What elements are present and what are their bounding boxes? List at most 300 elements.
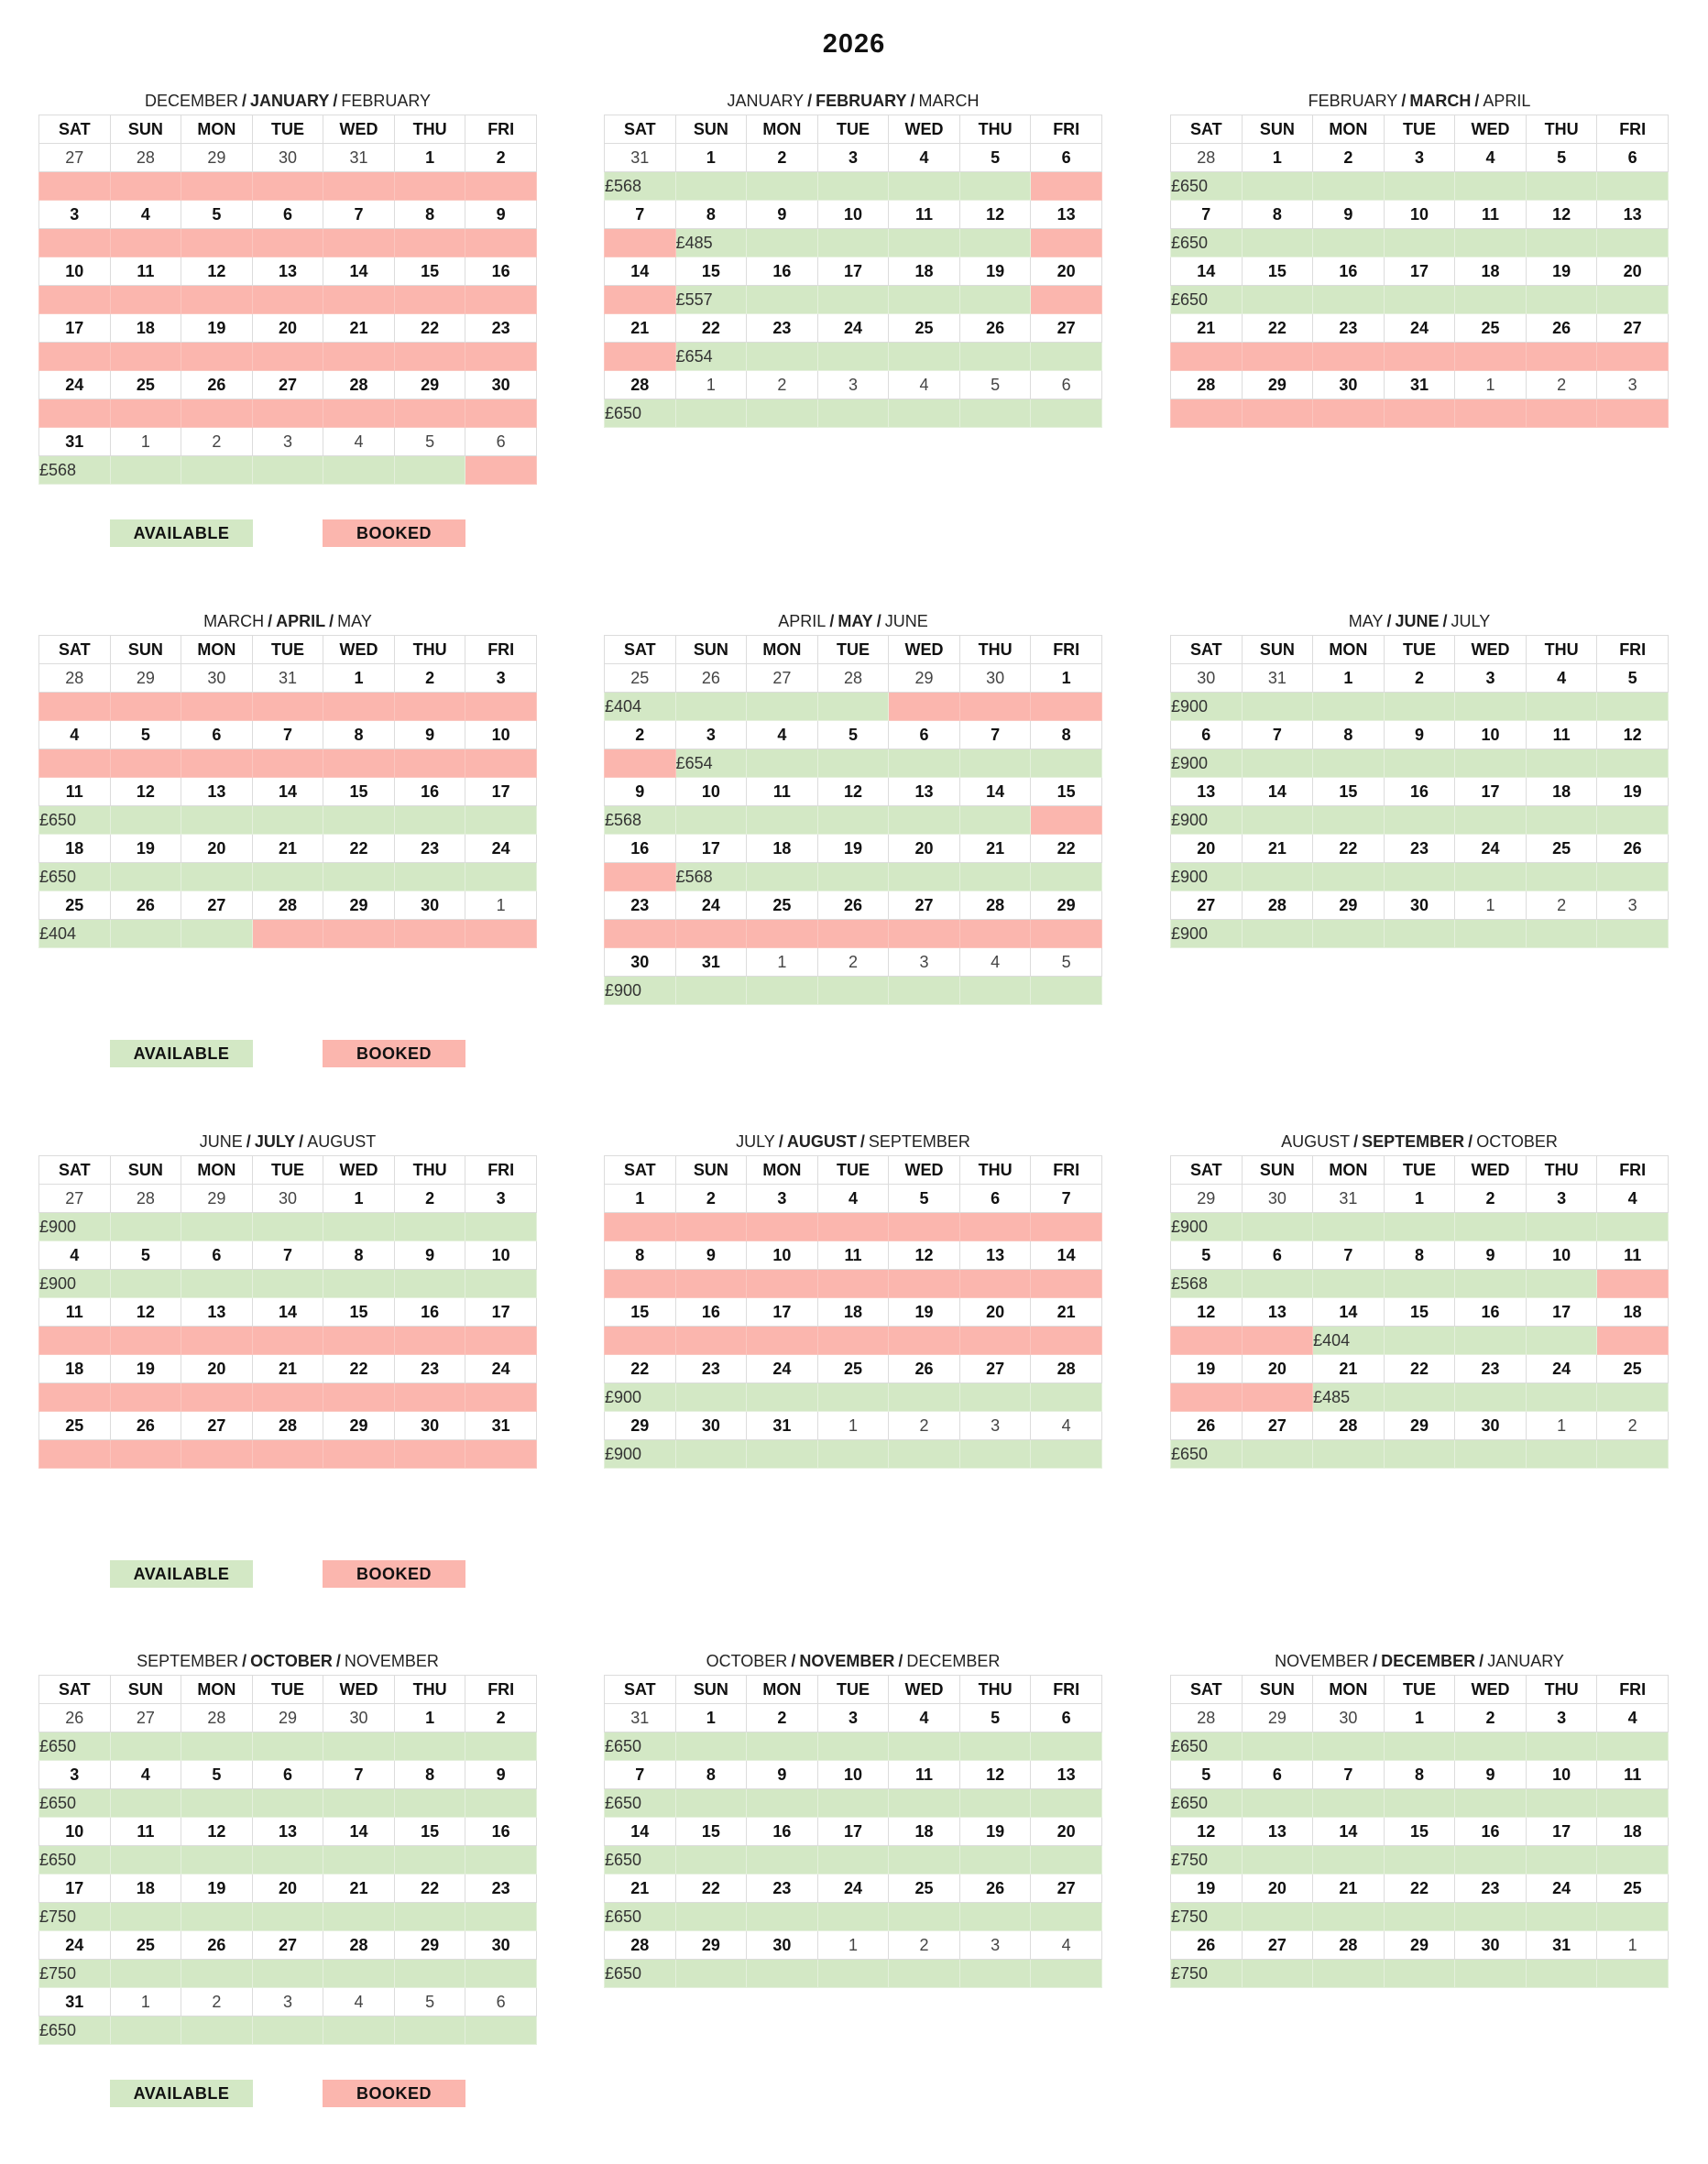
available-cell[interactable] — [889, 1440, 960, 1469]
day-cell[interactable]: 25 — [1455, 314, 1527, 343]
day-cell[interactable]: 30 — [181, 664, 253, 693]
day-cell[interactable]: 10 — [817, 201, 889, 229]
day-cell[interactable]: 5 — [1031, 948, 1102, 977]
day-cell[interactable]: 3 — [817, 371, 889, 399]
available-cell[interactable] — [1455, 1383, 1527, 1412]
day-cell[interactable]: 1 — [323, 664, 395, 693]
day-cell[interactable]: 28 — [252, 1412, 323, 1440]
day-cell[interactable]: 30 — [394, 1412, 465, 1440]
day-cell[interactable]: 1 — [747, 948, 818, 977]
day-cell[interactable]: 16 — [465, 1818, 537, 1846]
available-cell[interactable] — [817, 1383, 889, 1412]
day-cell[interactable]: 6 — [181, 1241, 253, 1270]
available-cell[interactable] — [1455, 749, 1527, 778]
available-cell[interactable] — [1455, 1846, 1527, 1874]
day-cell[interactable]: 5 — [181, 1761, 253, 1789]
day-cell[interactable]: 9 — [747, 1761, 818, 1789]
available-cell[interactable] — [817, 863, 889, 891]
day-cell[interactable]: 2 — [181, 428, 253, 456]
available-cell[interactable] — [465, 1789, 537, 1818]
day-cell[interactable]: 21 — [1171, 314, 1243, 343]
day-cell[interactable]: 26 — [959, 1874, 1031, 1903]
price-label[interactable]: £900 — [605, 1440, 676, 1469]
day-cell[interactable]: 2 — [747, 144, 818, 172]
available-cell[interactable] — [1597, 1960, 1669, 1988]
available-cell[interactable] — [110, 1732, 181, 1761]
day-cell[interactable]: 19 — [181, 314, 253, 343]
day-cell[interactable]: 22 — [1384, 1874, 1455, 1903]
day-cell[interactable]: 22 — [1031, 835, 1102, 863]
day-cell[interactable]: 12 — [1171, 1298, 1243, 1327]
day-cell[interactable]: 7 — [1313, 1241, 1385, 1270]
day-cell[interactable]: 15 — [605, 1298, 676, 1327]
day-cell[interactable]: 18 — [110, 314, 181, 343]
day-cell[interactable]: 12 — [1597, 721, 1669, 749]
available-cell[interactable] — [323, 456, 395, 485]
day-cell[interactable]: 15 — [323, 778, 395, 806]
day-cell[interactable]: 11 — [889, 1761, 960, 1789]
available-cell[interactable] — [675, 1903, 747, 1931]
day-cell[interactable]: 10 — [747, 1241, 818, 1270]
available-cell[interactable] — [747, 1732, 818, 1761]
available-cell[interactable] — [181, 2016, 253, 2045]
day-cell[interactable]: 13 — [252, 257, 323, 286]
day-cell[interactable]: 13 — [252, 1818, 323, 1846]
available-cell[interactable] — [747, 1789, 818, 1818]
day-cell[interactable]: 17 — [817, 257, 889, 286]
price-label[interactable]: £900 — [1171, 1213, 1243, 1241]
day-cell[interactable]: 18 — [110, 1874, 181, 1903]
available-cell[interactable] — [817, 1903, 889, 1931]
day-cell[interactable]: 17 — [1526, 1818, 1597, 1846]
day-cell[interactable]: 26 — [110, 891, 181, 920]
day-cell[interactable]: 7 — [1242, 721, 1313, 749]
day-cell[interactable]: 15 — [1384, 1818, 1455, 1846]
day-cell[interactable]: 13 — [959, 1241, 1031, 1270]
day-cell[interactable]: 28 — [1313, 1931, 1385, 1960]
available-cell[interactable] — [323, 1789, 395, 1818]
day-cell[interactable]: 27 — [959, 1355, 1031, 1383]
day-cell[interactable]: 1 — [394, 1704, 465, 1732]
available-cell[interactable] — [252, 1213, 323, 1241]
day-cell[interactable]: 23 — [747, 314, 818, 343]
available-cell[interactable] — [394, 1732, 465, 1761]
price-label[interactable]: £650 — [1171, 286, 1243, 314]
available-cell[interactable] — [394, 863, 465, 891]
day-cell[interactable]: 18 — [889, 257, 960, 286]
available-cell[interactable] — [252, 1789, 323, 1818]
day-cell[interactable]: 30 — [1171, 664, 1243, 693]
day-cell[interactable]: 1 — [817, 1412, 889, 1440]
day-cell[interactable]: 28 — [1242, 891, 1313, 920]
available-cell[interactable] — [323, 863, 395, 891]
day-cell[interactable]: 1 — [465, 891, 537, 920]
available-cell[interactable] — [817, 977, 889, 1005]
day-cell[interactable]: 10 — [39, 1818, 111, 1846]
available-cell[interactable] — [817, 693, 889, 721]
available-cell[interactable] — [889, 172, 960, 201]
day-cell[interactable]: 3 — [1384, 144, 1455, 172]
day-cell[interactable]: 23 — [675, 1355, 747, 1383]
available-cell[interactable] — [1455, 286, 1527, 314]
available-cell[interactable] — [675, 1960, 747, 1988]
available-cell[interactable] — [465, 1903, 537, 1931]
day-cell[interactable]: 16 — [605, 835, 676, 863]
available-cell[interactable] — [959, 399, 1031, 428]
day-cell[interactable]: 21 — [959, 835, 1031, 863]
available-cell[interactable] — [110, 1846, 181, 1874]
day-cell[interactable]: 27 — [1597, 314, 1669, 343]
day-cell[interactable]: 5 — [889, 1185, 960, 1213]
available-cell[interactable] — [1242, 1270, 1313, 1298]
available-cell[interactable] — [1031, 1903, 1102, 1931]
price-label[interactable]: £900 — [1171, 749, 1243, 778]
available-cell[interactable] — [675, 1846, 747, 1874]
day-cell[interactable]: 2 — [817, 948, 889, 977]
day-cell[interactable]: 30 — [605, 948, 676, 977]
day-cell[interactable]: 13 — [1242, 1298, 1313, 1327]
available-cell[interactable] — [817, 1440, 889, 1469]
day-cell[interactable]: 3 — [817, 1704, 889, 1732]
day-cell[interactable]: 28 — [252, 891, 323, 920]
day-cell[interactable]: 27 — [1242, 1412, 1313, 1440]
day-cell[interactable]: 23 — [1313, 314, 1385, 343]
day-cell[interactable]: 30 — [394, 891, 465, 920]
available-cell[interactable] — [394, 1903, 465, 1931]
available-cell[interactable] — [1384, 1732, 1455, 1761]
day-cell[interactable]: 26 — [959, 314, 1031, 343]
price-label[interactable]: £650 — [605, 1960, 676, 1988]
day-cell[interactable]: 22 — [1384, 1355, 1455, 1383]
available-cell[interactable] — [675, 172, 747, 201]
available-cell[interactable] — [110, 456, 181, 485]
day-cell[interactable]: 6 — [181, 721, 253, 749]
available-cell[interactable] — [1384, 172, 1455, 201]
day-cell[interactable]: 31 — [605, 1704, 676, 1732]
available-cell[interactable] — [323, 806, 395, 835]
available-cell[interactable] — [1384, 1903, 1455, 1931]
day-cell[interactable]: 12 — [1171, 1818, 1243, 1846]
day-cell[interactable]: 2 — [1455, 1185, 1527, 1213]
day-cell[interactable]: 18 — [817, 1298, 889, 1327]
day-cell[interactable]: 3 — [1597, 371, 1669, 399]
available-cell[interactable] — [323, 1213, 395, 1241]
available-cell[interactable] — [959, 1440, 1031, 1469]
available-cell[interactable] — [252, 1846, 323, 1874]
day-cell[interactable]: 25 — [889, 1874, 960, 1903]
available-cell[interactable] — [1242, 806, 1313, 835]
day-cell[interactable]: 15 — [1384, 1298, 1455, 1327]
available-cell[interactable] — [1455, 1327, 1527, 1355]
day-cell[interactable]: 5 — [181, 201, 253, 229]
available-cell[interactable] — [181, 806, 253, 835]
day-cell[interactable]: 10 — [1384, 201, 1455, 229]
available-cell[interactable] — [1597, 1383, 1669, 1412]
day-cell[interactable]: 9 — [1455, 1241, 1527, 1270]
day-cell[interactable]: 30 — [252, 1185, 323, 1213]
price-label[interactable]: £568 — [605, 806, 676, 835]
day-cell[interactable]: 16 — [747, 1818, 818, 1846]
day-cell[interactable]: 14 — [323, 257, 395, 286]
available-cell[interactable] — [1031, 1383, 1102, 1412]
day-cell[interactable]: 23 — [1455, 1355, 1527, 1383]
day-cell[interactable]: 2 — [1526, 371, 1597, 399]
available-cell[interactable] — [747, 343, 818, 371]
available-cell[interactable] — [323, 1960, 395, 1988]
price-label[interactable]: £404 — [39, 920, 111, 948]
available-cell[interactable] — [747, 1383, 818, 1412]
available-cell[interactable] — [110, 2016, 181, 2045]
price-label[interactable]: £900 — [1171, 863, 1243, 891]
available-cell[interactable] — [889, 863, 960, 891]
day-cell[interactable]: 10 — [817, 1761, 889, 1789]
day-cell[interactable]: 14 — [1031, 1241, 1102, 1270]
available-cell[interactable] — [394, 1960, 465, 1988]
available-cell[interactable] — [394, 1789, 465, 1818]
available-cell[interactable] — [675, 977, 747, 1005]
available-cell[interactable] — [1313, 1903, 1385, 1931]
available-cell[interactable] — [1031, 399, 1102, 428]
available-cell[interactable] — [817, 1960, 889, 1988]
day-cell[interactable]: 5 — [1171, 1761, 1243, 1789]
available-cell[interactable] — [1313, 286, 1385, 314]
day-cell[interactable]: 29 — [110, 664, 181, 693]
available-cell[interactable] — [1526, 1383, 1597, 1412]
available-cell[interactable] — [323, 2016, 395, 2045]
day-cell[interactable]: 17 — [1455, 778, 1527, 806]
day-cell[interactable]: 24 — [675, 891, 747, 920]
day-cell[interactable]: 17 — [39, 1874, 111, 1903]
available-cell[interactable] — [817, 229, 889, 257]
day-cell[interactable]: 1 — [1384, 1704, 1455, 1732]
available-cell[interactable] — [1526, 1846, 1597, 1874]
available-cell[interactable] — [1597, 229, 1669, 257]
day-cell[interactable]: 26 — [675, 664, 747, 693]
available-cell[interactable] — [110, 1960, 181, 1988]
day-cell[interactable]: 9 — [465, 1761, 537, 1789]
day-cell[interactable]: 18 — [39, 1355, 111, 1383]
day-cell[interactable]: 31 — [39, 428, 111, 456]
day-cell[interactable]: 1 — [605, 1185, 676, 1213]
available-cell[interactable] — [323, 1903, 395, 1931]
day-cell[interactable]: 14 — [1313, 1818, 1385, 1846]
day-cell[interactable]: 28 — [1313, 1412, 1385, 1440]
day-cell[interactable]: 4 — [889, 371, 960, 399]
day-cell[interactable]: 4 — [323, 1988, 395, 2016]
day-cell[interactable]: 5 — [959, 1704, 1031, 1732]
day-cell[interactable]: 1 — [1526, 1412, 1597, 1440]
available-cell[interactable] — [1313, 1789, 1385, 1818]
available-cell[interactable] — [747, 229, 818, 257]
day-cell[interactable]: 1 — [675, 371, 747, 399]
available-cell[interactable] — [1455, 693, 1527, 721]
available-cell[interactable] — [1597, 1732, 1669, 1761]
day-cell[interactable]: 9 — [465, 201, 537, 229]
day-cell[interactable]: 14 — [1171, 257, 1243, 286]
day-cell[interactable]: 2 — [1526, 891, 1597, 920]
day-cell[interactable]: 24 — [817, 1874, 889, 1903]
day-cell[interactable]: 7 — [1313, 1761, 1385, 1789]
price-label[interactable]: £485 — [1313, 1383, 1385, 1412]
available-cell[interactable] — [1384, 1327, 1455, 1355]
day-cell[interactable]: 9 — [605, 778, 676, 806]
day-cell[interactable]: 22 — [1242, 314, 1313, 343]
price-label[interactable]: £650 — [605, 1732, 676, 1761]
day-cell[interactable]: 12 — [959, 1761, 1031, 1789]
day-cell[interactable]: 17 — [465, 1298, 537, 1327]
day-cell[interactable]: 4 — [817, 1185, 889, 1213]
price-label[interactable]: £900 — [1171, 693, 1243, 721]
available-cell[interactable] — [1455, 1789, 1527, 1818]
available-cell[interactable] — [959, 806, 1031, 835]
price-label[interactable]: £900 — [1171, 920, 1243, 948]
available-cell[interactable] — [110, 806, 181, 835]
day-cell[interactable]: 2 — [747, 1704, 818, 1732]
day-cell[interactable]: 2 — [1597, 1412, 1669, 1440]
day-cell[interactable]: 29 — [181, 144, 253, 172]
available-cell[interactable] — [1597, 172, 1669, 201]
day-cell[interactable]: 2 — [1455, 1704, 1527, 1732]
price-label[interactable]: £654 — [675, 343, 747, 371]
day-cell[interactable]: 4 — [1455, 144, 1527, 172]
day-cell[interactable]: 28 — [817, 664, 889, 693]
day-cell[interactable]: 13 — [1597, 201, 1669, 229]
day-cell[interactable]: 31 — [605, 144, 676, 172]
day-cell[interactable]: 20 — [889, 835, 960, 863]
available-cell[interactable] — [181, 863, 253, 891]
available-cell[interactable] — [747, 399, 818, 428]
day-cell[interactable]: 5 — [817, 721, 889, 749]
day-cell[interactable]: 8 — [675, 1761, 747, 1789]
price-label[interactable]: £650 — [39, 2016, 111, 2045]
available-cell[interactable] — [1031, 343, 1102, 371]
day-cell[interactable]: 21 — [605, 314, 676, 343]
day-cell[interactable]: 28 — [605, 371, 676, 399]
available-cell[interactable] — [181, 920, 253, 948]
price-label[interactable]: £650 — [39, 1732, 111, 1761]
day-cell[interactable]: 7 — [252, 1241, 323, 1270]
day-cell[interactable]: 16 — [1313, 257, 1385, 286]
day-cell[interactable]: 1 — [817, 1931, 889, 1960]
day-cell[interactable]: 30 — [465, 1931, 537, 1960]
available-cell[interactable] — [1242, 749, 1313, 778]
day-cell[interactable]: 28 — [605, 1931, 676, 1960]
day-cell[interactable]: 15 — [1031, 778, 1102, 806]
day-cell[interactable]: 2 — [465, 144, 537, 172]
day-cell[interactable]: 24 — [465, 1355, 537, 1383]
day-cell[interactable]: 18 — [1455, 257, 1527, 286]
day-cell[interactable]: 20 — [959, 1298, 1031, 1327]
available-cell[interactable] — [1242, 1846, 1313, 1874]
day-cell[interactable]: 19 — [1526, 257, 1597, 286]
day-cell[interactable]: 24 — [1455, 835, 1527, 863]
day-cell[interactable]: 27 — [747, 664, 818, 693]
day-cell[interactable]: 4 — [1031, 1412, 1102, 1440]
day-cell[interactable]: 27 — [1242, 1931, 1313, 1960]
day-cell[interactable]: 14 — [1242, 778, 1313, 806]
day-cell[interactable]: 14 — [252, 778, 323, 806]
day-cell[interactable]: 2 — [605, 721, 676, 749]
day-cell[interactable]: 9 — [675, 1241, 747, 1270]
day-cell[interactable]: 19 — [1171, 1355, 1243, 1383]
available-cell[interactable] — [747, 172, 818, 201]
day-cell[interactable]: 3 — [252, 1988, 323, 2016]
price-label[interactable]: £654 — [675, 749, 747, 778]
day-cell[interactable]: 18 — [1597, 1298, 1669, 1327]
available-cell[interactable] — [181, 1213, 253, 1241]
day-cell[interactable]: 28 — [110, 144, 181, 172]
available-cell[interactable] — [1455, 1732, 1527, 1761]
day-cell[interactable]: 21 — [1313, 1355, 1385, 1383]
day-cell[interactable]: 27 — [39, 144, 111, 172]
day-cell[interactable]: 22 — [394, 1874, 465, 1903]
day-cell[interactable]: 26 — [1526, 314, 1597, 343]
day-cell[interactable]: 31 — [747, 1412, 818, 1440]
available-cell[interactable] — [889, 1789, 960, 1818]
available-cell[interactable] — [110, 920, 181, 948]
available-cell[interactable] — [747, 1903, 818, 1931]
day-cell[interactable]: 24 — [817, 314, 889, 343]
day-cell[interactable]: 11 — [1597, 1761, 1669, 1789]
day-cell[interactable]: 5 — [1171, 1241, 1243, 1270]
day-cell[interactable]: 5 — [1526, 144, 1597, 172]
day-cell[interactable]: 3 — [1455, 664, 1527, 693]
day-cell[interactable]: 11 — [1597, 1241, 1669, 1270]
day-cell[interactable]: 1 — [110, 1988, 181, 2016]
day-cell[interactable]: 9 — [1384, 721, 1455, 749]
day-cell[interactable]: 4 — [323, 428, 395, 456]
available-cell[interactable] — [1242, 229, 1313, 257]
price-label[interactable]: £650 — [605, 1789, 676, 1818]
day-cell[interactable]: 31 — [323, 144, 395, 172]
day-cell[interactable]: 18 — [747, 835, 818, 863]
day-cell[interactable]: 20 — [1031, 257, 1102, 286]
available-cell[interactable] — [1313, 806, 1385, 835]
available-cell[interactable] — [959, 172, 1031, 201]
day-cell[interactable]: 15 — [323, 1298, 395, 1327]
available-cell[interactable] — [675, 1383, 747, 1412]
day-cell[interactable]: 26 — [1597, 835, 1669, 863]
day-cell[interactable]: 29 — [605, 1412, 676, 1440]
day-cell[interactable]: 29 — [1384, 1412, 1455, 1440]
day-cell[interactable]: 24 — [465, 835, 537, 863]
day-cell[interactable]: 16 — [465, 257, 537, 286]
available-cell[interactable] — [1597, 806, 1669, 835]
available-cell[interactable] — [323, 1846, 395, 1874]
available-cell[interactable] — [465, 1732, 537, 1761]
day-cell[interactable]: 8 — [394, 1761, 465, 1789]
available-cell[interactable] — [1031, 1846, 1102, 1874]
available-cell[interactable] — [110, 1213, 181, 1241]
day-cell[interactable]: 7 — [323, 201, 395, 229]
price-label[interactable]: £485 — [675, 229, 747, 257]
available-cell[interactable] — [747, 749, 818, 778]
day-cell[interactable]: 11 — [747, 778, 818, 806]
day-cell[interactable]: 9 — [1313, 201, 1385, 229]
day-cell[interactable]: 22 — [1313, 835, 1385, 863]
day-cell[interactable]: 1 — [675, 144, 747, 172]
available-cell[interactable] — [959, 229, 1031, 257]
available-cell[interactable] — [1597, 1789, 1669, 1818]
day-cell[interactable]: 8 — [675, 201, 747, 229]
available-cell[interactable] — [747, 863, 818, 891]
available-cell[interactable] — [1597, 920, 1669, 948]
available-cell[interactable] — [889, 399, 960, 428]
available-cell[interactable] — [1526, 1440, 1597, 1469]
day-cell[interactable]: 15 — [675, 257, 747, 286]
available-cell[interactable] — [1455, 172, 1527, 201]
available-cell[interactable] — [1313, 1213, 1385, 1241]
